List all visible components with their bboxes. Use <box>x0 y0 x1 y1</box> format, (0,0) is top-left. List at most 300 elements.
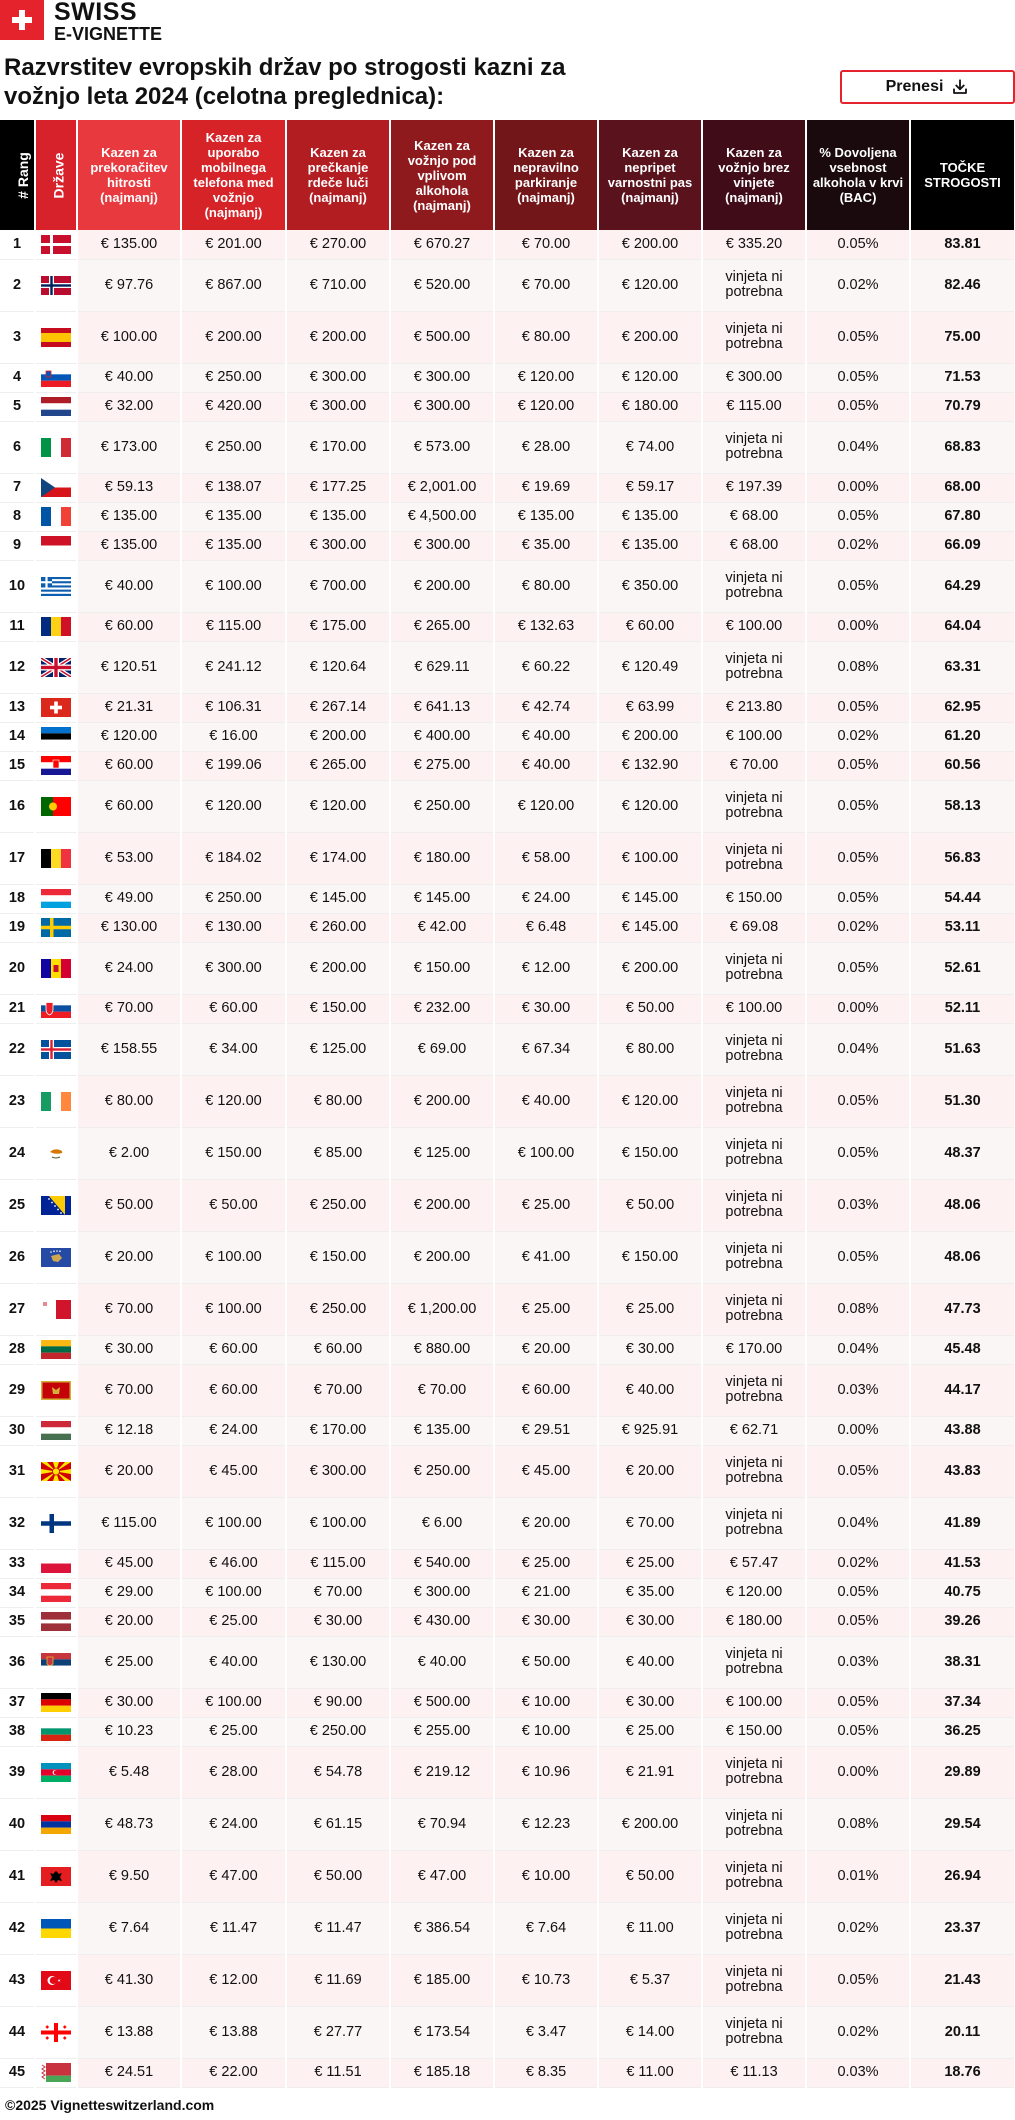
seatbelt-fine-cell: € 200.00 <box>598 311 702 363</box>
rank-cell: 10 <box>0 560 35 612</box>
redlight-fine-cell: € 54.78 <box>286 1746 390 1798</box>
dui-fine-cell: € 40.00 <box>390 1636 494 1688</box>
score-cell: 43.83 <box>910 1445 1015 1497</box>
parking-fine-cell: € 25.00 <box>494 1179 598 1231</box>
seatbelt-fine-cell: € 60.00 <box>598 612 702 641</box>
rank-cell: 30 <box>0 1416 35 1445</box>
phone-fine-cell: € 22.00 <box>181 2058 286 2087</box>
phone-fine-cell: € 867.00 <box>181 259 286 311</box>
parking-fine-cell: € 21.00 <box>494 1578 598 1607</box>
speed-fine-cell: € 135.00 <box>77 531 181 560</box>
table-row <box>0 994 1015 1023</box>
vignette-fine-cell: € 62.71 <box>702 1416 806 1445</box>
vignette-fine-cell: vinjeta ni potrebna <box>702 560 806 612</box>
bosnia-flag-icon <box>41 1196 71 1215</box>
bac-cell: 0.03% <box>806 1364 910 1416</box>
phone-fine-cell: € 100.00 <box>181 1497 286 1549</box>
redlight-fine-cell: € 145.00 <box>286 884 390 913</box>
bac-cell: 0.00% <box>806 473 910 502</box>
redlight-fine-cell: € 27.77 <box>286 2006 390 2058</box>
country-flag-cell <box>35 780 77 832</box>
parking-fine-cell: € 10.00 <box>494 1850 598 1902</box>
phone-fine-cell: € 40.00 <box>181 1636 286 1688</box>
dui-fine-cell: € 180.00 <box>390 832 494 884</box>
country-flag-cell <box>35 1746 77 1798</box>
france-flag-icon <box>41 507 71 526</box>
parking-fine-cell: € 80.00 <box>494 560 598 612</box>
serbia-flag-icon <box>41 1653 71 1672</box>
score-cell: 61.20 <box>910 722 1015 751</box>
bac-cell: 0.05% <box>806 230 910 259</box>
seatbelt-fine-cell: € 40.00 <box>598 1636 702 1688</box>
dui-fine-cell: € 145.00 <box>390 884 494 913</box>
country-flag-cell <box>35 1497 77 1549</box>
parking-fine-cell: € 70.00 <box>494 230 598 259</box>
speed-fine-cell: € 70.00 <box>77 1283 181 1335</box>
header-bac: % Dovoljena vsebnost alkohola v krvi (BAC) <box>806 120 910 230</box>
table-row <box>0 531 1015 560</box>
phone-fine-cell: € 120.00 <box>181 780 286 832</box>
bac-cell: 0.02% <box>806 913 910 942</box>
ukraine-flag-icon <box>41 1919 71 1938</box>
redlight-fine-cell: € 300.00 <box>286 1445 390 1497</box>
parking-fine-cell: € 19.69 <box>494 473 598 502</box>
slovenia-flag-icon <box>41 368 71 387</box>
redlight-fine-cell: € 90.00 <box>286 1688 390 1717</box>
table-header-row <box>0 120 1015 230</box>
country-flag-cell <box>35 502 77 531</box>
seatbelt-fine-cell: € 59.17 <box>598 473 702 502</box>
parking-fine-cell: € 25.00 <box>494 1549 598 1578</box>
phone-fine-cell: € 50.00 <box>181 1179 286 1231</box>
rank-cell: 31 <box>0 1445 35 1497</box>
speed-fine-cell: € 41.30 <box>77 1954 181 2006</box>
table-row <box>0 1364 1015 1416</box>
vignette-fine-cell: € 180.00 <box>702 1607 806 1636</box>
phone-fine-cell: € 47.00 <box>181 1850 286 1902</box>
rank-cell: 32 <box>0 1497 35 1549</box>
seatbelt-fine-cell: € 30.00 <box>598 1335 702 1364</box>
country-flag-cell <box>35 1335 77 1364</box>
vignette-fine-cell: € 170.00 <box>702 1335 806 1364</box>
macedonia-flag-icon <box>41 1462 71 1481</box>
phone-fine-cell: € 150.00 <box>181 1127 286 1179</box>
phone-fine-cell: € 201.00 <box>181 230 286 259</box>
dui-fine-cell: € 232.00 <box>390 994 494 1023</box>
bac-cell: 0.05% <box>806 1127 910 1179</box>
vignette-fine-cell: € 70.00 <box>702 751 806 780</box>
seatbelt-fine-cell: € 5.37 <box>598 1954 702 2006</box>
speed-fine-cell: € 120.51 <box>77 641 181 693</box>
parking-fine-cell: € 6.48 <box>494 913 598 942</box>
seatbelt-fine-cell: € 145.00 <box>598 913 702 942</box>
score-cell: 53.11 <box>910 913 1015 942</box>
table-row <box>0 1179 1015 1231</box>
header-seatbelt: Kazen za nepripet varnostni pas (najmanj) <box>598 120 702 230</box>
rank-cell: 16 <box>0 780 35 832</box>
rank-cell: 37 <box>0 1688 35 1717</box>
iceland-flag-icon <box>41 1040 71 1059</box>
parking-fine-cell: € 60.00 <box>494 1364 598 1416</box>
bac-cell: 0.02% <box>806 1549 910 1578</box>
bac-cell: 0.00% <box>806 1416 910 1445</box>
vignette-fine-cell: € 197.39 <box>702 473 806 502</box>
bac-cell: 0.04% <box>806 1497 910 1549</box>
redlight-fine-cell: € 60.00 <box>286 1335 390 1364</box>
bac-cell: 0.05% <box>806 363 910 392</box>
bac-cell: 0.02% <box>806 259 910 311</box>
country-flag-cell <box>35 421 77 473</box>
score-cell: 41.53 <box>910 1549 1015 1578</box>
parking-fine-cell: € 40.00 <box>494 751 598 780</box>
parking-fine-cell: € 20.00 <box>494 1335 598 1364</box>
bac-cell: 0.02% <box>806 1902 910 1954</box>
parking-fine-cell: € 135.00 <box>494 502 598 531</box>
vignette-fine-cell: € 213.80 <box>702 693 806 722</box>
parking-fine-cell: € 100.00 <box>494 1127 598 1179</box>
bac-cell: 0.05% <box>806 392 910 421</box>
speed-fine-cell: € 60.00 <box>77 612 181 641</box>
brand-line-1: SWISS <box>54 0 138 26</box>
table-row <box>0 311 1015 363</box>
score-cell: 58.13 <box>910 780 1015 832</box>
bac-cell: 0.05% <box>806 1688 910 1717</box>
top-bar <box>0 0 1015 46</box>
vignette-fine-cell: vinjeta ni potrebna <box>702 1798 806 1850</box>
country-flag-cell <box>35 1636 77 1688</box>
table-row <box>0 1850 1015 1902</box>
redlight-fine-cell: € 80.00 <box>286 1075 390 1127</box>
montenegro-flag-icon <box>41 1381 71 1400</box>
score-cell: 37.34 <box>910 1688 1015 1717</box>
score-cell: 64.29 <box>910 560 1015 612</box>
country-flag-cell <box>35 641 77 693</box>
dui-fine-cell: € 219.12 <box>390 1746 494 1798</box>
bac-cell: 0.02% <box>806 722 910 751</box>
score-cell: 48.06 <box>910 1231 1015 1283</box>
vignette-fine-cell: € 100.00 <box>702 612 806 641</box>
header-vignette: Kazen za vožnjo brez vinjete (najmanj) <box>702 120 806 230</box>
parking-fine-cell: € 120.00 <box>494 780 598 832</box>
footer-copyright: ©2025 Vignetteswitzerland.com <box>5 2097 215 2113</box>
speed-fine-cell: € 49.00 <box>77 884 181 913</box>
vignette-fine-cell: € 68.00 <box>702 502 806 531</box>
country-flag-cell <box>35 612 77 641</box>
dui-fine-cell: € 69.00 <box>390 1023 494 1075</box>
table-row <box>0 502 1015 531</box>
table-row <box>0 421 1015 473</box>
rank-cell: 44 <box>0 2006 35 2058</box>
redlight-fine-cell: € 250.00 <box>286 1717 390 1746</box>
finland-flag-icon <box>41 1514 71 1533</box>
country-flag-cell <box>35 1850 77 1902</box>
cyprus-flag-icon <box>41 1144 71 1163</box>
rank-cell: 26 <box>0 1231 35 1283</box>
redlight-fine-cell: € 50.00 <box>286 1850 390 1902</box>
rank-cell: 29 <box>0 1364 35 1416</box>
dui-fine-cell: € 200.00 <box>390 1231 494 1283</box>
dui-fine-cell: € 1,200.00 <box>390 1283 494 1335</box>
phone-fine-cell: € 135.00 <box>181 531 286 560</box>
parking-fine-cell: € 30.00 <box>494 1607 598 1636</box>
redlight-fine-cell: € 710.00 <box>286 259 390 311</box>
table-row <box>0 1746 1015 1798</box>
score-cell: 23.37 <box>910 1902 1015 1954</box>
bac-cell: 0.03% <box>806 1179 910 1231</box>
redlight-fine-cell: € 170.00 <box>286 421 390 473</box>
redlight-fine-cell: € 30.00 <box>286 1607 390 1636</box>
country-flag-cell <box>35 884 77 913</box>
rank-cell: 21 <box>0 994 35 1023</box>
parking-fine-cell: € 10.00 <box>494 1717 598 1746</box>
vignette-fine-cell: vinjeta ni potrebna <box>702 942 806 994</box>
bac-cell: 0.02% <box>806 531 910 560</box>
dui-fine-cell: € 200.00 <box>390 1075 494 1127</box>
azerbaijan-flag-icon <box>41 1763 71 1782</box>
bac-cell: 0.08% <box>806 641 910 693</box>
redlight-fine-cell: € 70.00 <box>286 1578 390 1607</box>
redlight-fine-cell: € 267.14 <box>286 693 390 722</box>
score-cell: 44.17 <box>910 1364 1015 1416</box>
vignette-fine-cell: vinjeta ni potrebna <box>702 780 806 832</box>
seatbelt-fine-cell: € 74.00 <box>598 421 702 473</box>
parking-fine-cell: € 28.00 <box>494 421 598 473</box>
vignette-fine-cell: € 150.00 <box>702 1717 806 1746</box>
seatbelt-fine-cell: € 120.49 <box>598 641 702 693</box>
speed-fine-cell: € 50.00 <box>77 1179 181 1231</box>
phone-fine-cell: € 12.00 <box>181 1954 286 2006</box>
score-cell: 82.46 <box>910 259 1015 311</box>
seatbelt-fine-cell: € 150.00 <box>598 1127 702 1179</box>
score-cell: 83.81 <box>910 230 1015 259</box>
speed-fine-cell: € 7.64 <box>77 1902 181 1954</box>
country-flag-cell <box>35 392 77 421</box>
rank-cell: 27 <box>0 1283 35 1335</box>
phone-fine-cell: € 25.00 <box>181 1717 286 1746</box>
speed-fine-cell: € 20.00 <box>77 1445 181 1497</box>
rank-cell: 20 <box>0 942 35 994</box>
dui-fine-cell: € 300.00 <box>390 392 494 421</box>
country-flag-cell <box>35 1364 77 1416</box>
seatbelt-fine-cell: € 40.00 <box>598 1364 702 1416</box>
speed-fine-cell: € 115.00 <box>77 1497 181 1549</box>
header-parking: Kazen za nepravilno parkiranje (najmanj) <box>494 120 598 230</box>
country-flag-cell <box>35 560 77 612</box>
table-row <box>0 230 1015 259</box>
rank-cell: 13 <box>0 693 35 722</box>
vignette-fine-cell: vinjeta ni potrebna <box>702 2006 806 2058</box>
seatbelt-fine-cell: € 100.00 <box>598 832 702 884</box>
score-cell: 71.53 <box>910 363 1015 392</box>
speed-fine-cell: € 10.23 <box>77 1717 181 1746</box>
vignette-fine-cell: vinjeta ni potrebna <box>702 1023 806 1075</box>
score-cell: 75.00 <box>910 311 1015 363</box>
phone-fine-cell: € 28.00 <box>181 1746 286 1798</box>
table-row <box>0 942 1015 994</box>
vignette-fine-cell: € 300.00 <box>702 363 806 392</box>
parking-fine-cell: € 120.00 <box>494 363 598 392</box>
brand-logo[interactable] <box>54 0 162 43</box>
seatbelt-fine-cell: € 14.00 <box>598 2006 702 2058</box>
table-row <box>0 641 1015 693</box>
phone-fine-cell: € 60.00 <box>181 994 286 1023</box>
score-cell: 67.80 <box>910 502 1015 531</box>
vignette-fine-cell: € 11.13 <box>702 2058 806 2087</box>
table-row <box>0 1798 1015 1850</box>
table-row <box>0 1023 1015 1075</box>
andorra-flag-icon <box>41 959 71 978</box>
score-cell: 54.44 <box>910 884 1015 913</box>
dui-fine-cell: € 430.00 <box>390 1607 494 1636</box>
speed-fine-cell: € 60.00 <box>77 751 181 780</box>
dui-fine-cell: € 400.00 <box>390 722 494 751</box>
rank-cell: 17 <box>0 832 35 884</box>
country-flag-cell <box>35 1075 77 1127</box>
dui-fine-cell: € 500.00 <box>390 1688 494 1717</box>
redlight-fine-cell: € 250.00 <box>286 1179 390 1231</box>
header-dui: Kazen za vožnjo pod vplivom alkohola (najmanj) <box>390 120 494 230</box>
score-cell: 68.83 <box>910 421 1015 473</box>
table-row <box>0 913 1015 942</box>
redlight-fine-cell: € 11.69 <box>286 1954 390 2006</box>
score-cell: 68.00 <box>910 473 1015 502</box>
bac-cell: 0.03% <box>806 1636 910 1688</box>
dui-fine-cell: € 386.54 <box>390 1902 494 1954</box>
seatbelt-fine-cell: € 21.91 <box>598 1746 702 1798</box>
header-score: TOČKE STROGOSTI <box>910 120 1015 230</box>
ireland-flag-icon <box>41 1092 71 1111</box>
download-button[interactable] <box>840 70 1015 104</box>
bulgaria-flag-icon <box>41 1722 71 1741</box>
seatbelt-fine-cell: € 30.00 <box>598 1688 702 1717</box>
hungary-flag-icon <box>41 1421 71 1440</box>
vignette-fine-cell: vinjeta ni potrebna <box>702 1636 806 1688</box>
speed-fine-cell: € 9.50 <box>77 1850 181 1902</box>
vignette-fine-cell: € 100.00 <box>702 994 806 1023</box>
vignette-fine-cell: vinjeta ni potrebna <box>702 1850 806 1902</box>
bac-cell: 0.08% <box>806 1283 910 1335</box>
phone-fine-cell: € 106.31 <box>181 693 286 722</box>
redlight-fine-cell: € 700.00 <box>286 560 390 612</box>
table-row <box>0 1578 1015 1607</box>
score-cell: 36.25 <box>910 1717 1015 1746</box>
table-row <box>0 1231 1015 1283</box>
parking-fine-cell: € 60.22 <box>494 641 598 693</box>
seatbelt-fine-cell: € 925.91 <box>598 1416 702 1445</box>
country-flag-cell <box>35 942 77 994</box>
parking-fine-cell: € 12.00 <box>494 942 598 994</box>
bac-cell: 0.02% <box>806 2006 910 2058</box>
redlight-fine-cell: € 120.64 <box>286 641 390 693</box>
phone-fine-cell: € 25.00 <box>181 1607 286 1636</box>
dui-fine-cell: € 255.00 <box>390 1717 494 1746</box>
rank-cell: 11 <box>0 612 35 641</box>
bac-cell: 0.08% <box>806 1798 910 1850</box>
rank-cell: 8 <box>0 502 35 531</box>
bac-cell: 0.05% <box>806 311 910 363</box>
phone-fine-cell: € 45.00 <box>181 1445 286 1497</box>
kosovo-flag-icon <box>41 1248 71 1267</box>
dui-fine-cell: € 250.00 <box>390 1445 494 1497</box>
phone-fine-cell: € 11.47 <box>181 1902 286 1954</box>
speed-fine-cell: € 60.00 <box>77 780 181 832</box>
parking-fine-cell: € 45.00 <box>494 1445 598 1497</box>
seatbelt-fine-cell: € 25.00 <box>598 1549 702 1578</box>
redlight-fine-cell: € 130.00 <box>286 1636 390 1688</box>
phone-fine-cell: € 115.00 <box>181 612 286 641</box>
parking-fine-cell: € 10.73 <box>494 1954 598 2006</box>
speed-fine-cell: € 25.00 <box>77 1636 181 1688</box>
parking-fine-cell: € 67.34 <box>494 1023 598 1075</box>
table-row <box>0 722 1015 751</box>
parking-fine-cell: € 7.64 <box>494 1902 598 1954</box>
rank-cell: 14 <box>0 722 35 751</box>
header-phone: Kazen za uporabo mobilnega telefona med vožnjo (najmanj) <box>181 120 286 230</box>
redlight-fine-cell: € 300.00 <box>286 392 390 421</box>
phone-fine-cell: € 420.00 <box>181 392 286 421</box>
seatbelt-fine-cell: € 135.00 <box>598 502 702 531</box>
vignette-fine-cell: vinjeta ni potrebna <box>702 259 806 311</box>
phone-fine-cell: € 120.00 <box>181 1075 286 1127</box>
table-row <box>0 1335 1015 1364</box>
rank-cell: 41 <box>0 1850 35 1902</box>
redlight-fine-cell: € 115.00 <box>286 1549 390 1578</box>
header-redlight: Kazen za prečkanje rdeče luči (najmanj) <box>286 120 390 230</box>
austria-flag-icon <box>41 1583 71 1602</box>
bac-cell: 0.00% <box>806 1746 910 1798</box>
bac-cell: 0.05% <box>806 942 910 994</box>
dui-fine-cell: € 629.11 <box>390 641 494 693</box>
speed-fine-cell: € 40.00 <box>77 560 181 612</box>
brand-line-2: E-VIGNETTE <box>54 24 163 44</box>
score-cell: 39.26 <box>910 1607 1015 1636</box>
table-row <box>0 363 1015 392</box>
swiss-cross-logo-icon <box>0 0 44 40</box>
table-row <box>0 1636 1015 1688</box>
rank-cell: 45 <box>0 2058 35 2087</box>
country-flag-cell <box>35 1231 77 1283</box>
country-flag-cell <box>35 751 77 780</box>
bac-cell: 0.05% <box>806 1578 910 1607</box>
seatbelt-fine-cell: € 180.00 <box>598 392 702 421</box>
country-flag-cell <box>35 1578 77 1607</box>
seatbelt-fine-cell: € 63.99 <box>598 693 702 722</box>
speed-fine-cell: € 80.00 <box>77 1075 181 1127</box>
redlight-fine-cell: € 135.00 <box>286 502 390 531</box>
vignette-fine-cell: vinjeta ni potrebna <box>702 421 806 473</box>
parking-fine-cell: € 42.74 <box>494 693 598 722</box>
header-rank: # Rang <box>0 120 35 230</box>
dui-fine-cell: € 2,001.00 <box>390 473 494 502</box>
table-row <box>0 751 1015 780</box>
rank-cell: 19 <box>0 913 35 942</box>
country-flag-cell <box>35 1954 77 2006</box>
redlight-fine-cell: € 70.00 <box>286 1364 390 1416</box>
table-row <box>0 560 1015 612</box>
rank-cell: 22 <box>0 1023 35 1075</box>
croatia-flag-icon <box>41 756 71 775</box>
vignette-fine-cell: € 69.08 <box>702 913 806 942</box>
uk-flag-icon <box>41 658 71 677</box>
redlight-fine-cell: € 265.00 <box>286 751 390 780</box>
dui-fine-cell: € 275.00 <box>390 751 494 780</box>
bac-cell: 0.05% <box>806 1607 910 1636</box>
score-cell: 64.04 <box>910 612 1015 641</box>
seatbelt-fine-cell: € 132.90 <box>598 751 702 780</box>
speed-fine-cell: € 70.00 <box>77 1364 181 1416</box>
rank-cell: 25 <box>0 1179 35 1231</box>
norway-flag-icon <box>41 276 71 295</box>
